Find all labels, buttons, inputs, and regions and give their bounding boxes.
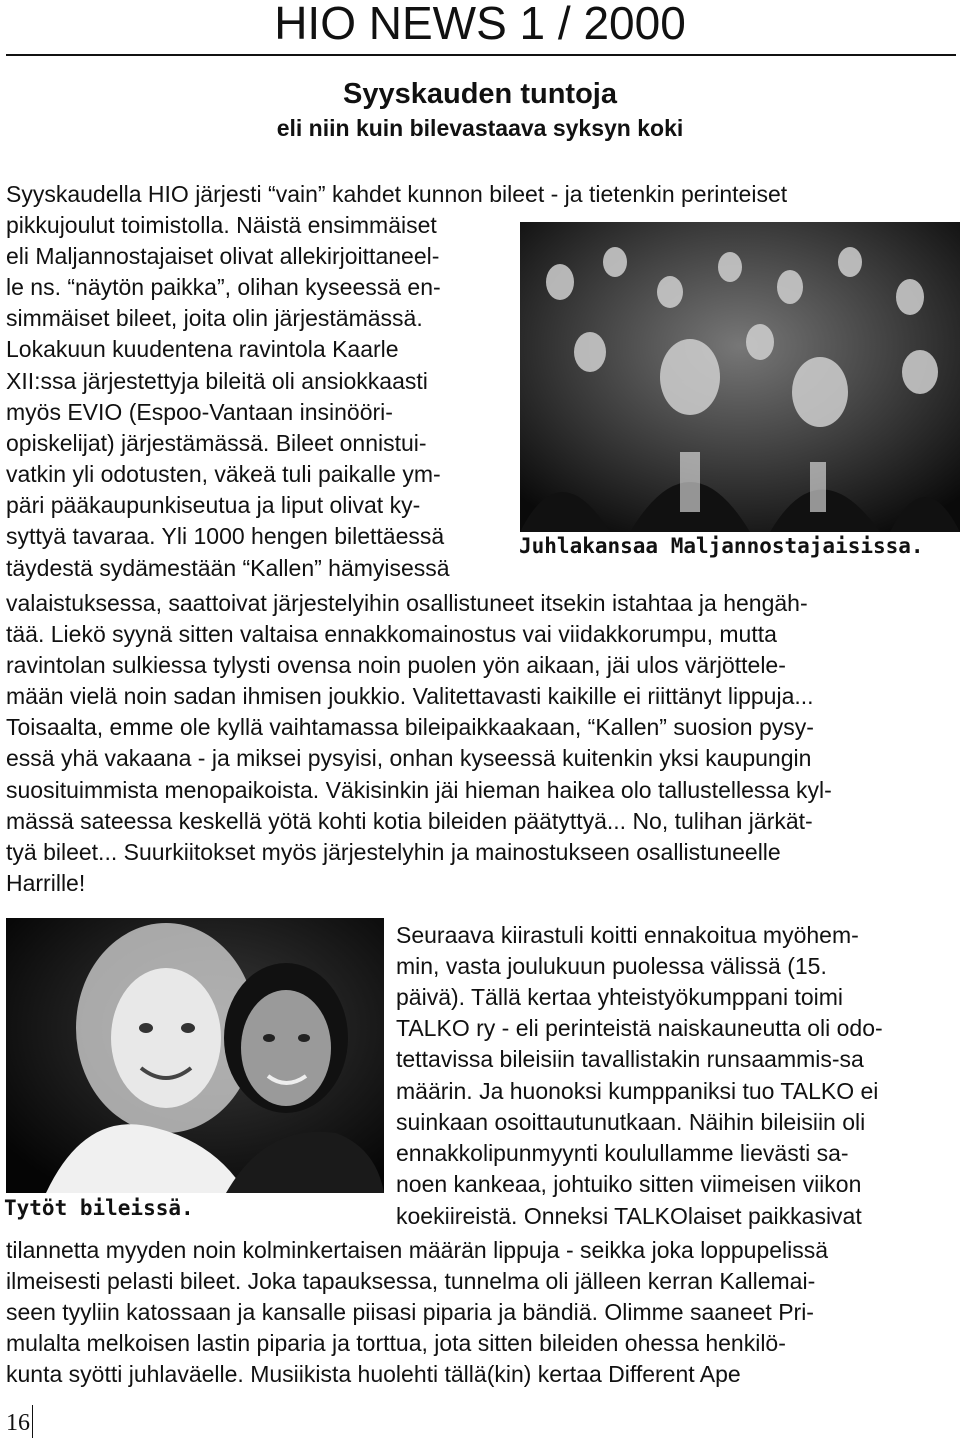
girls-photo-caption: Tytöt bileissä. — [4, 1196, 194, 1220]
text-line: tyä bileet... Suurkiitokset myös järjestelyhin ja mainostukseen osallistuneelle — [6, 839, 781, 865]
text-line: tää. Liekö syynä sitten valtaisa ennakkomainostus vai viidakkorumpu, mutta — [6, 621, 777, 647]
text-line: pikkujoulut toimistolla. Näistä ensimmäiset — [6, 212, 437, 238]
text-line: suinkaan osoittautunutkaan. Näihin bileisiin oli — [396, 1109, 866, 1135]
text-line: simmäiset bileet, joita olin järjestämässä. — [6, 305, 423, 331]
header-rule — [6, 54, 956, 56]
text-line: tilannetta myyden noin kolminkertaisen määrän lippuja - seikka joka loppupelissä — [6, 1237, 829, 1263]
text-line: myös EVIO (Espoo-Vantaan insinööri- — [6, 399, 393, 425]
text-line: määrin. Ja huonoksi kumppaniksi tuo TALKO ei — [396, 1078, 879, 1104]
text-line: noen kankeaa, johtuiko sitten viimeisen viikon — [396, 1171, 862, 1197]
text-line: päri pääkaupunkiseutua ja liput olivat ky- — [6, 492, 421, 518]
text-line: mään vielä noin sadan ihmisen joukkio. Valitettavasti kaikille ei riittänyt lippuja... — [6, 683, 814, 709]
text-line: eli Maljannostajaiset olivat allekirjoittaneel- — [6, 243, 440, 269]
text-line: mulalta melkoisen lastin piparia ja torttua, jota sitten bileiden ohessa henkilö- — [6, 1330, 786, 1356]
article-subtitle: eli niin kuin bilevastaava syksyn koki — [276, 115, 684, 141]
text-line: opiskelijat) järjestämässä. Bileet onnistui- — [6, 430, 427, 456]
text-line: Seuraava kiirastuli koitti ennakoitua myöhem- — [396, 922, 859, 948]
text-line: ravintolan sulkiessa tylysti ovensa noin puolen yön aikaan, jäi ulos värjöttele- — [6, 652, 786, 678]
footer-rule — [32, 1405, 33, 1438]
text-line: essä yhä vakaana - ja miksei pysyisi, onhan kyseessä kuitenkin yksi kaupungin — [6, 745, 812, 771]
text-line: Toisaalta, emme ole kyllä vaihtamassa bileipaikkaakaan, “Kallen” suosion pysy- — [6, 714, 814, 740]
text-line: tettavissa bileisiin tavallistakin runsaammis-sa — [396, 1046, 864, 1072]
text-line: suosituimmista menopaikoista. Väkisinkin jäi hieman haikea olo tallustellessa kyl- — [6, 777, 832, 803]
crowd-photo-caption: Juhlakansaa Maljannostajaisissa. — [519, 534, 924, 558]
text-line: täydestä sydämestään “Kallen” hämyisessä — [6, 555, 450, 581]
text-line: seen tyyliin katossaan ja kansalle piisasi piparia ja bändiä. Olimme saaneet Pri- — [6, 1299, 814, 1325]
text-line: mässä sateessa keskellä yötä kohti kotia bileiden päätyttyä... No, tulihan järkät- — [6, 808, 813, 834]
girls-photo — [6, 918, 384, 1193]
text-line: ilmeisesti pelasti bileet. Joka tapauksessa, tunnelma oli jälleen kerran Kallemai- — [6, 1268, 816, 1294]
article-title: Syyskauden tuntoja — [343, 78, 617, 110]
text-line: Syyskaudella HIO järjesti “vain” kahdet kunnon bileet - ja tietenkin perinteiset — [6, 181, 788, 207]
text-line: le ns. “näytön paikka”, olihan kyseessä en- — [6, 274, 441, 300]
page-number: 16 — [6, 1410, 30, 1436]
text-line: TALKO ry - eli perinteistä naiskauneutta oli odo- — [396, 1015, 883, 1041]
text-line: Lokakuun kuudentena ravintola Kaarle — [6, 336, 399, 362]
masthead: HIO NEWS 1 / 2000 — [274, 0, 686, 49]
text-line: min, vasta joulukuun puolessa välissä (15. — [396, 953, 827, 979]
text-line: vatkin yli odotusten, väkeä tuli paikalle ym- — [6, 461, 441, 487]
crowd-photo — [520, 222, 960, 532]
text-line: kunta syötti juhlaväelle. Musiikista huolehti tällä(kin) kertaa Different Ape — [6, 1361, 741, 1387]
text-line: Harrille! — [6, 870, 86, 896]
text-line: päivä). Tällä kertaa yhteistyökumppani toimi — [396, 984, 844, 1010]
text-line: XII:ssa järjestettyja bileitä oli ansiokkaasti — [6, 368, 428, 394]
text-line: valaistuksessa, saattoivat järjestelyihin osallistuneet itsekin istahtaa ja hengäh- — [6, 590, 808, 616]
text-line: syttyä tavaraa. Yli 1000 hengen bilettäessä — [6, 523, 445, 549]
text-line: koekiireistä. Onneksi TALKOlaiset paikkasivat — [396, 1203, 862, 1229]
text-line: ennakkolipunmyynti koulullamme lievästi sa- — [396, 1140, 849, 1166]
